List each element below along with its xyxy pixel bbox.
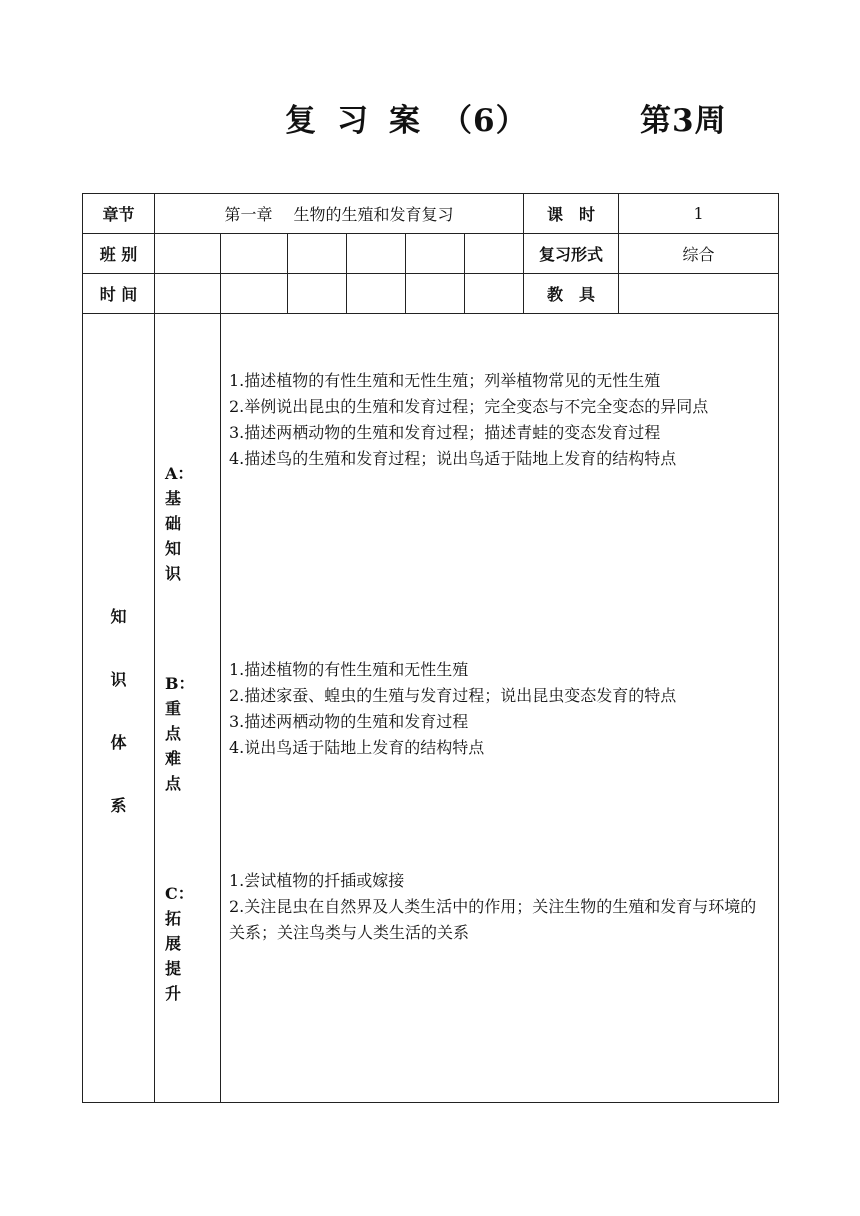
category-a [165, 461, 220, 586]
page-title [0, 95, 860, 145]
time-cell [288, 274, 347, 314]
time-cell [347, 274, 406, 314]
time-label: 时 间 [83, 274, 155, 314]
category-name-line2: 知识 [165, 539, 196, 583]
tools-value [619, 274, 779, 314]
category-b [165, 671, 220, 796]
category-code: A： [165, 464, 194, 483]
category-column [155, 314, 221, 1103]
list-item: 3.描述两栖动物的生殖和发育过程 [229, 712, 469, 731]
class-cell [221, 234, 288, 274]
list-item: 1.尝试植物的扦插或嫁接 [229, 871, 405, 890]
title-char: 案 [389, 103, 421, 139]
class-cell [347, 234, 406, 274]
list-item: 4.说出鸟适于陆地上发育的结构特点 [229, 738, 485, 757]
review-plan-table [82, 193, 779, 1103]
list-item: 4.描述鸟的生殖和发育过程；说出鸟适于陆地上发育的结构特点 [229, 449, 677, 468]
system-char: 系 [110, 796, 127, 815]
title-week: 第3周 [640, 103, 727, 139]
class-label: 班 别 [83, 234, 155, 274]
category-name-line1: 重点 [165, 699, 196, 743]
lesson-value: 1 [619, 194, 779, 234]
tools-label: 教 具 [524, 274, 619, 314]
list-item: 1.描述植物的有性生殖和无性生殖 [229, 660, 469, 679]
category-name-line2: 提升 [165, 959, 196, 1003]
section-b-items [229, 657, 772, 761]
class-cell [155, 234, 221, 274]
section-a-items [229, 368, 772, 472]
chapter-label: 章节 [83, 194, 155, 234]
title-number: （6） [441, 103, 528, 139]
time-cell [155, 274, 221, 314]
list-item: 1.描述植物的有性生殖和无性生殖；列举植物常见的无性生殖 [229, 371, 661, 390]
category-name-line1: 拓展 [165, 909, 196, 953]
class-cell [406, 234, 465, 274]
list-item: 3.描述两栖动物的生殖和发育过程；描述青蛙的变态发育过程 [229, 423, 661, 442]
list-item: 2.关注昆虫在自然界及人类生活中的作用；关注生物的生殖和发育与环境的关系；关注鸟类与人类生活的关系 [229, 897, 757, 942]
list-item: 2.描述家蚕、蝗虫的生殖与发育过程；说出昆虫变态发育的特点 [229, 686, 677, 705]
category-name-line2: 难点 [165, 749, 196, 793]
list-item: 2.举例说出昆虫的生殖和发育过程；完全变态与不完全变态的异同点 [229, 397, 709, 416]
class-cell [288, 234, 347, 274]
row-time [83, 274, 779, 314]
time-cell [465, 274, 524, 314]
system-char: 知 [110, 607, 127, 626]
category-name-line1: 基础 [165, 489, 196, 533]
category-code: C： [165, 884, 194, 903]
title-char: 复 [285, 103, 317, 139]
title-main [285, 95, 548, 140]
row-knowledge-system [83, 314, 779, 1103]
review-form-label: 复习形式 [524, 234, 619, 274]
system-char: 体 [110, 733, 127, 752]
section-c-items [229, 868, 772, 946]
lesson-label: 课 时 [524, 194, 619, 234]
knowledge-system-label [83, 314, 155, 1103]
row-class [83, 234, 779, 274]
category-c [165, 881, 220, 1006]
time-cell [221, 274, 288, 314]
content-column [221, 314, 779, 1103]
class-cell [465, 234, 524, 274]
title-char: 习 [337, 103, 369, 139]
category-code: B： [165, 674, 195, 693]
time-cell [406, 274, 465, 314]
system-char: 识 [110, 670, 127, 689]
chapter-value: 第一章 生物的生殖和发育复习 [155, 194, 524, 234]
row-chapter [83, 194, 779, 234]
review-form-value: 综合 [619, 234, 779, 274]
